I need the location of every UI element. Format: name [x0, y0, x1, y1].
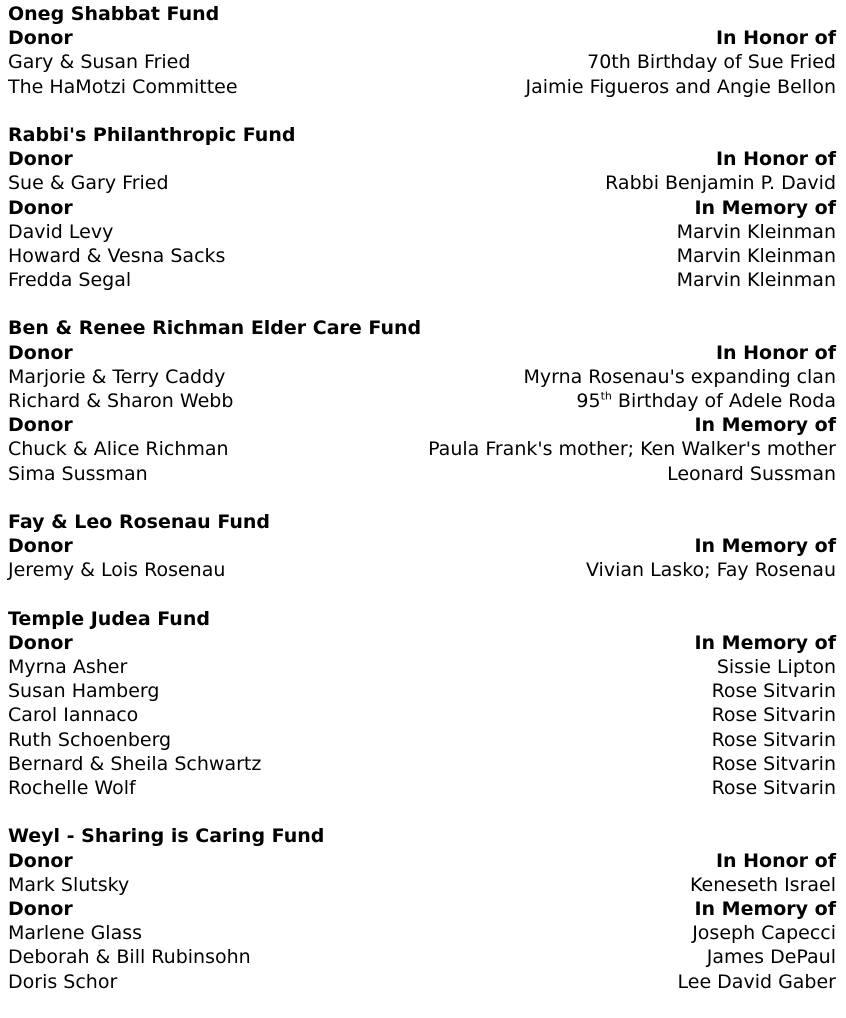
donation-row	[8, 945, 836, 969]
donation-row	[8, 244, 836, 268]
donation-row	[8, 776, 836, 800]
tribute-name: Rose Sitvarin	[711, 777, 836, 799]
tribute-header: In Memory of	[694, 196, 836, 219]
donor-header: Donor	[8, 341, 73, 364]
donor-name: Sima Sussman	[8, 462, 148, 485]
section-header	[8, 534, 836, 558]
donor-header: Donor	[8, 27, 73, 50]
donor-name: Ruth Schoenberg	[8, 728, 172, 751]
tribute-text: Birthday of Adele Roda	[611, 390, 836, 412]
section-header	[8, 196, 836, 220]
donation-row	[8, 873, 836, 897]
section-header	[8, 341, 836, 365]
donor-header: Donor	[8, 148, 73, 171]
tribute-number: 95	[576, 390, 601, 412]
tribute-name: Marvin Kleinman	[676, 269, 836, 292]
fund-rosenau	[8, 510, 836, 583]
donor-name: Richard & Sharon Webb	[8, 390, 234, 412]
donation-row	[8, 703, 836, 727]
tribute-name: Jaimie Figueros and Angie Bellon	[525, 75, 836, 98]
fund-title: Rabbi's Philanthropic Fund	[8, 123, 296, 146]
section-header	[8, 413, 836, 437]
donor-name: Gary & Susan Fried	[8, 51, 191, 74]
donation-row	[8, 970, 836, 994]
donation-row	[8, 268, 836, 292]
tribute-header: In Memory of	[694, 535, 836, 558]
tribute-name: Marvin Kleinman	[676, 220, 836, 243]
ordinal-suffix: th	[600, 389, 612, 403]
donor-name: Sue & Gary Fried	[8, 172, 169, 195]
section-header	[8, 897, 836, 921]
donor-header: Donor	[8, 897, 73, 920]
tribute-header: In Honor of	[715, 27, 836, 50]
tribute-name: Lee David Gaber	[677, 970, 836, 993]
section-header	[8, 631, 836, 655]
tribute-name: James DePaul	[706, 946, 836, 969]
fund-oneg-shabbat	[8, 2, 836, 99]
donor-header: Donor	[8, 535, 73, 558]
donor-name: Jeremy & Lois Rosenau	[8, 559, 226, 582]
tribute-name: Rose Sitvarin	[711, 728, 836, 751]
donor-name: Chuck & Alice Richman	[8, 438, 229, 461]
tribute-name: Sissie Lipton	[716, 656, 836, 679]
donor-name: Rochelle Wolf	[8, 777, 136, 799]
donation-row	[8, 75, 836, 99]
donor-name: Howard & Vesna Sacks	[8, 244, 226, 267]
fund-temple-judea	[8, 607, 836, 801]
tribute-header: In Honor of	[715, 341, 836, 364]
donation-row	[8, 389, 836, 413]
fund-title: Oneg Shabbat Fund	[8, 3, 220, 25]
fund-rabbis-philanthropic	[8, 123, 836, 292]
tribute-name: Keneseth Israel	[690, 873, 836, 896]
fund-title: Fay & Leo Rosenau Fund	[8, 510, 271, 533]
tribute-name: Rose Sitvarin	[711, 704, 836, 727]
donor-name: The HaMotzi Committee	[8, 75, 238, 98]
donor-name: David Levy	[8, 220, 114, 243]
tribute-name: Paula Frank's mother; Ken Walker's mother	[428, 438, 836, 461]
tribute-header: In Honor of	[715, 849, 836, 872]
donor-name: Myrna Asher	[8, 656, 128, 679]
section-header	[8, 147, 836, 171]
fund-richman-elder-care	[8, 316, 836, 485]
tribute-header: In Honor of	[715, 148, 836, 171]
tribute-header: In Memory of	[694, 631, 836, 654]
tribute-name: 70th Birthday of Sue Fried	[587, 51, 836, 74]
tribute-name: Rose Sitvarin	[711, 680, 836, 703]
donor-name: Susan Hamberg	[8, 680, 160, 703]
donor-name: Doris Schor	[8, 970, 118, 993]
section-header	[8, 849, 836, 873]
donor-name: Bernard & Sheila Schwartz	[8, 752, 262, 775]
fund-title: Ben & Renee Richman Elder Care Fund	[8, 317, 422, 340]
fund-title: Weyl - Sharing is Caring Fund	[8, 825, 325, 848]
donation-row	[8, 171, 836, 195]
donor-name: Marjorie & Terry Caddy	[8, 365, 226, 388]
donation-row	[8, 365, 836, 389]
donor-name: Deborah & Bill Rubinsohn	[8, 946, 251, 969]
fund-title: Temple Judea Fund	[8, 607, 210, 630]
donation-row	[8, 655, 836, 679]
tribute-name: Rabbi Benjamin P. David	[605, 172, 836, 195]
tribute-name	[576, 389, 836, 413]
donor-name: Mark Slutsky	[8, 873, 130, 896]
donation-row	[8, 558, 836, 582]
donation-list	[8, 2, 836, 1018]
donation-row	[8, 679, 836, 703]
tribute-name: Myrna Rosenau's expanding clan	[523, 365, 836, 388]
tribute-name: Marvin Kleinman	[676, 244, 836, 267]
fund-weyl-sharing-is-caring	[8, 824, 836, 993]
tribute-name: Rose Sitvarin	[711, 752, 836, 775]
donation-row	[8, 728, 836, 752]
donation-row	[8, 752, 836, 776]
donation-row	[8, 921, 836, 945]
donation-row	[8, 220, 836, 244]
donor-name: Fredda Segal	[8, 269, 132, 292]
section-header	[8, 26, 836, 50]
tribute-name: Joseph Capecci	[692, 922, 836, 945]
donation-row	[8, 462, 836, 486]
tribute-name: Leonard Sussman	[667, 462, 836, 485]
donation-row	[8, 437, 836, 461]
donor-name: Carol Iannaco	[8, 704, 139, 727]
tribute-header: In Memory of	[694, 897, 836, 920]
donor-header: Donor	[8, 196, 73, 219]
tribute-name: Vivian Lasko; Fay Rosenau	[585, 559, 836, 582]
donation-row	[8, 50, 836, 74]
donor-header: Donor	[8, 631, 73, 654]
donor-header: Donor	[8, 414, 73, 437]
tribute-header: In Memory of	[694, 414, 836, 437]
donor-header: Donor	[8, 849, 73, 872]
donor-name: Marlene Glass	[8, 922, 143, 945]
